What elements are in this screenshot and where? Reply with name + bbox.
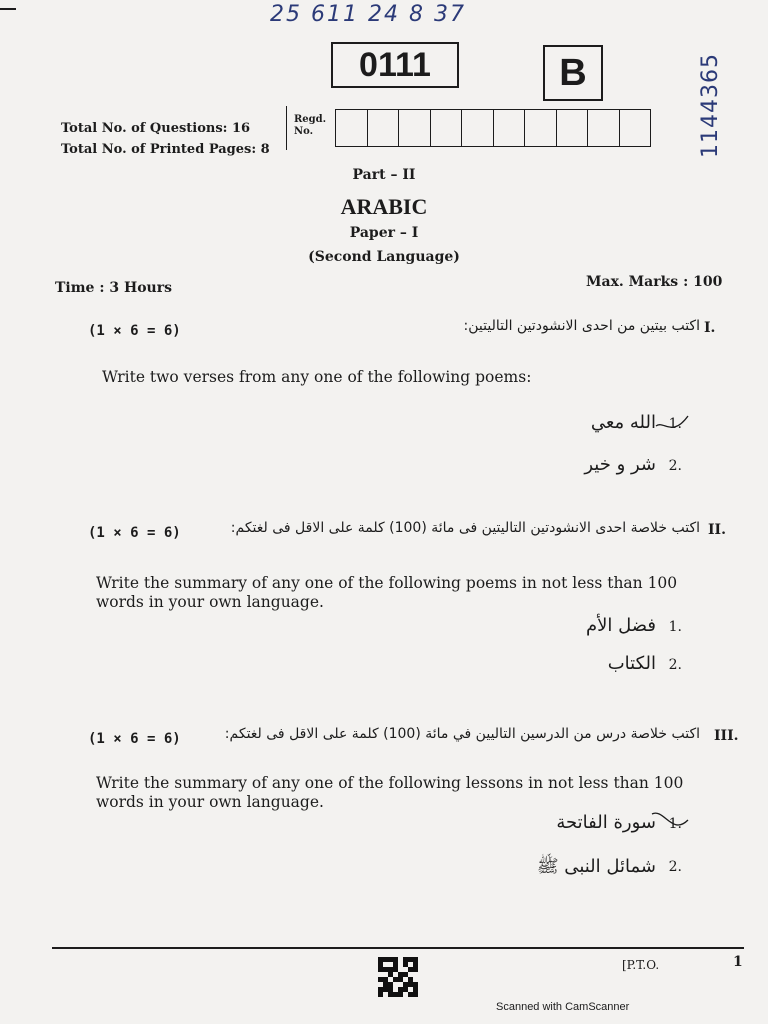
q2-english: Write the summary of any one of the following poems in not less than 100 words in your own language.	[96, 574, 678, 611]
serial-number: 1144365	[698, 53, 723, 158]
q2-option-1: فضل الأم 1.	[586, 615, 682, 636]
q2-marks: (1 × 6 = 6)	[88, 525, 181, 541]
handwritten-number: 25 611 24 8 37	[270, 2, 466, 27]
q1-option-2: شر و خير 2.	[584, 454, 682, 475]
part-label: Part – II	[352, 167, 416, 183]
q1-arabic: اكتب بيتين من احدى الانشودتين التاليتين:	[463, 318, 700, 334]
tick-mark-icon	[650, 806, 690, 840]
regd-digit-box[interactable]	[620, 110, 651, 146]
time-label: Time : 3 Hours	[55, 280, 172, 296]
q3-arabic: اكتب خلاصة درس من الدرسين التاليين في مائة (100) كلمة على الاقل فى لغتكم:	[224, 726, 700, 742]
regd-digit-box[interactable]	[557, 110, 589, 146]
page-number: 1	[733, 954, 743, 970]
total-questions: Total No. of Questions: 16	[61, 121, 251, 136]
regd-number-boxes[interactable]	[335, 109, 651, 147]
q1-marks: (1 × 6 = 6)	[88, 323, 181, 339]
q2-option-2: الكتاب 2.	[607, 653, 682, 674]
regd-digit-box[interactable]	[399, 110, 431, 146]
q3-number: III.	[714, 728, 739, 744]
divider	[286, 106, 287, 150]
q3-marks: (1 × 6 = 6)	[88, 731, 181, 747]
regd-digit-box[interactable]	[494, 110, 526, 146]
q2-arabic: اكتب خلاصة احدى الانشودتين التاليتين فى مائة (100) كلمة على الاقل فى لغتكم:	[230, 520, 700, 536]
pto-label: [P.T.O.	[622, 958, 660, 972]
scanner-watermark: Scanned with CamScanner	[496, 1001, 630, 1013]
paper-code: 0111	[331, 42, 459, 88]
regd-digit-box[interactable]	[336, 110, 368, 146]
footer-rule	[52, 947, 744, 949]
q1-number: I.	[704, 320, 716, 336]
q2-number: II.	[708, 522, 726, 538]
subject-title: ARABIC	[340, 194, 428, 219]
q1-option-1: الله معي 1.	[560, 412, 690, 442]
regd-digit-box[interactable]	[431, 110, 463, 146]
q1-english: Write two verses from any one of the following poems:	[102, 368, 532, 386]
corner-mark	[0, 8, 16, 10]
qr-code-icon	[378, 957, 418, 997]
regd-digit-box[interactable]	[368, 110, 400, 146]
regd-digit-box[interactable]	[462, 110, 494, 146]
paper-label: Paper – I	[349, 225, 419, 241]
max-marks: Max. Marks : 100	[586, 274, 723, 290]
regd-label: Regd. No.	[294, 114, 327, 137]
regd-digit-box[interactable]	[525, 110, 557, 146]
exam-meta	[61, 118, 270, 160]
q3-option-2: شمائل النبى ﷺ 2.	[536, 856, 682, 877]
total-pages: Total No. of Printed Pages: 8	[61, 142, 270, 157]
series-letter: B	[543, 45, 603, 101]
q3-english: Write the summary of any one of the following lessons in not less than 100 words in your own language.	[96, 774, 684, 811]
q3-option-1: سورة الفاتحة 1.	[520, 812, 690, 842]
regd-digit-box[interactable]	[588, 110, 620, 146]
language-label: (Second Language)	[308, 249, 460, 265]
tick-mark-icon	[654, 412, 690, 442]
